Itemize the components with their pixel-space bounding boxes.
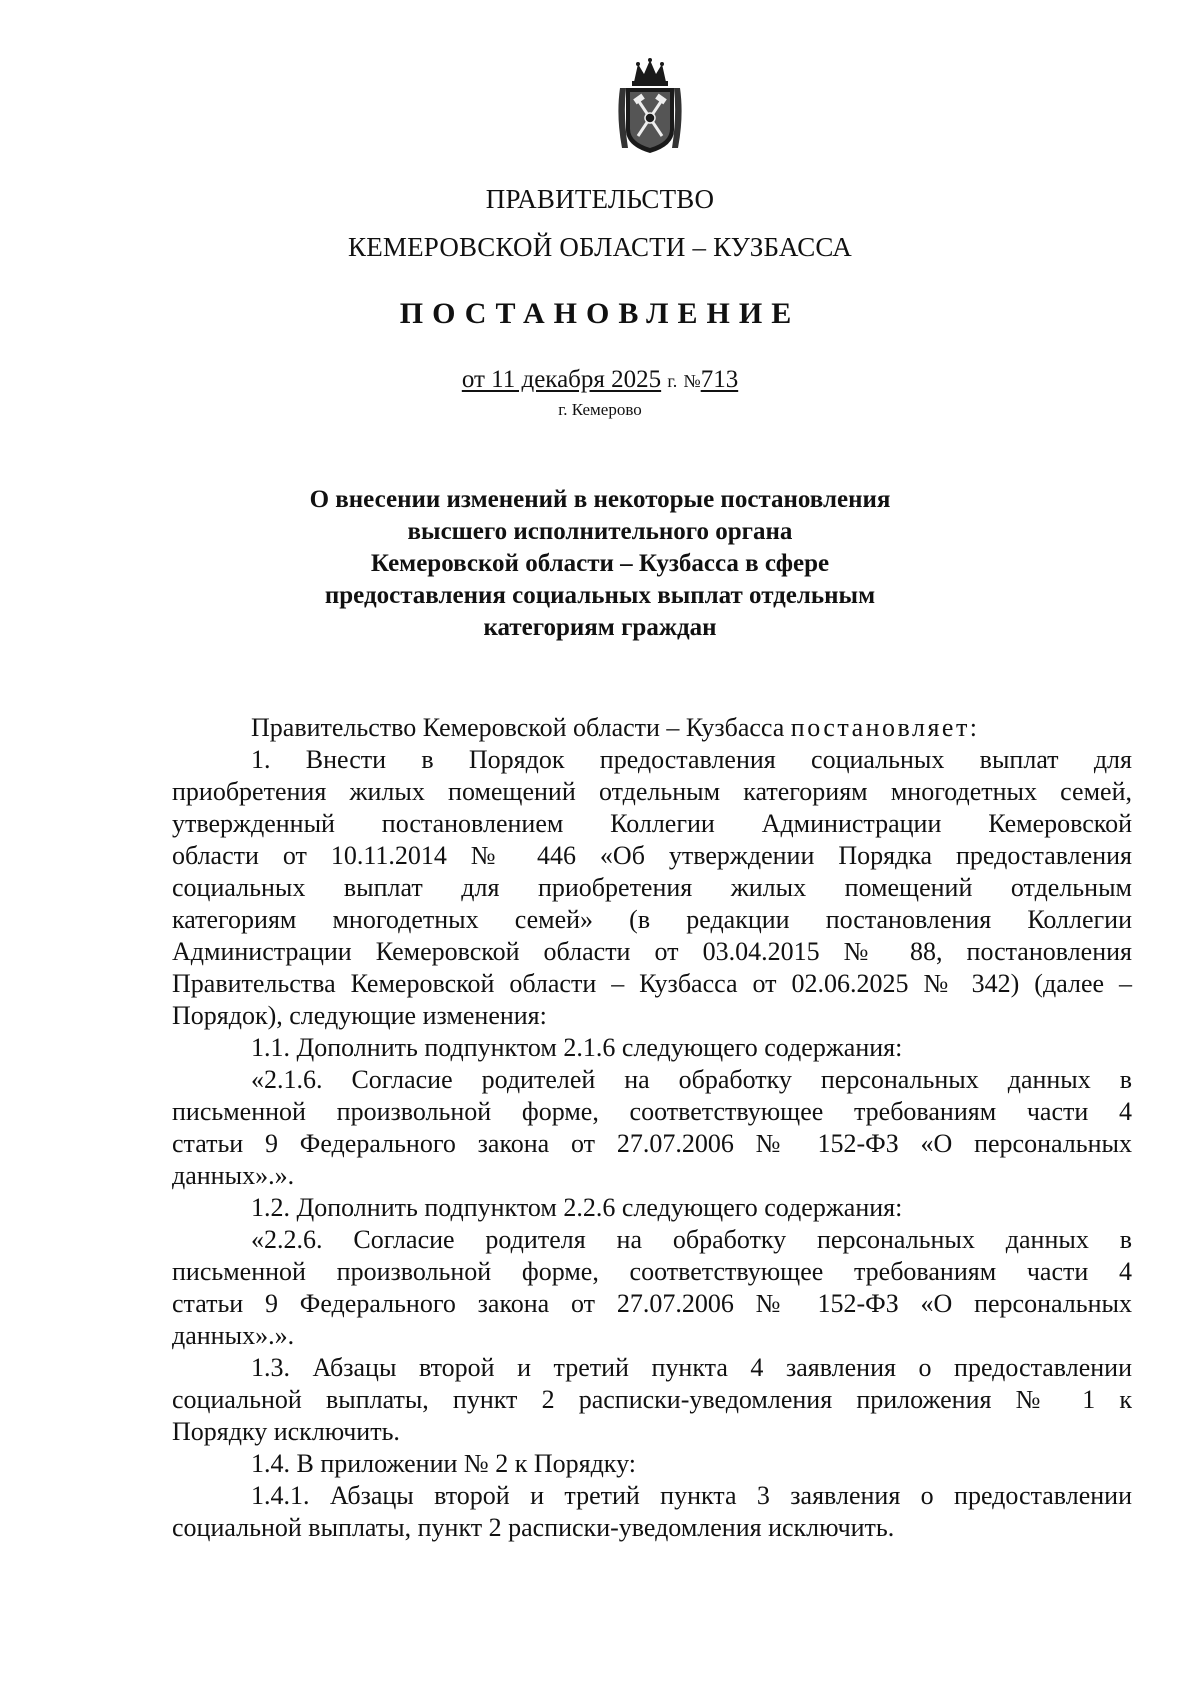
- quote-2-2-6-line: статьи 9 Федерального закона от 27.07.2006 № 152-ФЗ «О персональных: [172, 1289, 1132, 1318]
- number-sign: №: [683, 371, 701, 391]
- paragraph-1-line: приобретения жилых помещений отдельным категориям многодетных семей,: [172, 777, 1132, 806]
- title-line: предоставления социальных выплат отдельным: [324, 582, 876, 609]
- document-title: [300, 484, 900, 644]
- quote-2-2-6-line: письменной произвольной форме, соответствующее требованиям части 4: [172, 1257, 1132, 1286]
- document-type-heading: ПОСТАНОВЛЕНИЕ: [399, 297, 801, 330]
- title-line: высшего исполнительного органа: [407, 518, 793, 545]
- paragraph-1-3-line: социальной выплаты, пункт 2 расписки-уведомления приложения № 1 к: [172, 1385, 1132, 1414]
- paragraph-1-line: категориям многодетных семей» (в редакции постановления Коллегии: [172, 905, 1132, 934]
- document-number: 713: [700, 366, 739, 393]
- quote-2-1-6-line: данных».».: [172, 1161, 295, 1190]
- paragraph-1-4-1-line: 1.4.1. Абзацы второй и третий пункта 3 заявления о предоставлении: [251, 1481, 1132, 1510]
- preamble-verb: постановляет:: [790, 713, 980, 742]
- quote-2-1-6-line: статьи 9 Федерального закона от 27.07.2006 № 152-ФЗ «О персональных: [172, 1129, 1132, 1158]
- paragraph-1-line: утвержденный постановлением Коллегии Администрации Кемеровской: [172, 809, 1132, 838]
- paragraph-1-4: 1.4. В приложении № 2 к Порядку:: [251, 1449, 636, 1478]
- title-line: О внесении изменений в некоторые постановления: [309, 486, 891, 513]
- title-line: Кемеровской области – Кузбасса в сфере: [370, 550, 830, 577]
- paragraph-1-3-line: 1.3. Абзацы второй и третий пункта 4 заявления о предоставлении: [251, 1353, 1132, 1382]
- issuer-line-2: КЕМЕРОВСКОЙ ОБЛАСТИ – КУЗБАССА: [348, 232, 852, 262]
- paragraph-1-2: 1.2. Дополнить подпунктом 2.2.6 следующего содержания:: [251, 1193, 903, 1222]
- document-body: [172, 712, 1132, 1544]
- issue-city: г. Кемерово: [558, 400, 642, 419]
- paragraph-1-line: социальных выплат для приобретения жилых помещений отдельным: [172, 873, 1132, 902]
- issuer-line-1: ПРАВИТЕЛЬСТВО: [485, 184, 715, 214]
- paragraph-1-1: 1.1. Дополнить подпунктом 2.1.6 следующего содержания:: [251, 1033, 903, 1062]
- document-date: от 11 декабря 2025: [461, 366, 662, 393]
- paragraph-1-line: Правительства Кемеровской области – Кузбасса от 02.06.2025 № 342) (далее –: [172, 969, 1132, 998]
- coat-of-arms-emblem-icon: [614, 56, 686, 156]
- paragraph-1-line: Порядок), следующие изменения:: [172, 1001, 547, 1030]
- paragraph-1-line: области от 10.11.2014 № 446 «Об утверждении Порядка предоставления: [172, 841, 1132, 870]
- paragraph-1-4-1-line: социальной выплаты, пункт 2 расписки-уведомления исключить.: [172, 1513, 895, 1542]
- quote-2-1-6-line: письменной произвольной форме, соответствующее требованиям части 4: [172, 1097, 1132, 1126]
- paragraph-1-line: 1. Внести в Порядок предоставления социальных выплат для: [251, 745, 1132, 774]
- quote-2-1-6-line: «2.1.6. Согласие родителей на обработку персональных данных в: [251, 1065, 1132, 1094]
- quote-2-2-6-line: данных».».: [172, 1321, 295, 1350]
- preamble: [172, 712, 1132, 744]
- quote-2-2-6-line: «2.2.6. Согласие родителя на обработку персональных данных в: [251, 1225, 1132, 1254]
- date-number-line: [0, 364, 1200, 397]
- paragraph-1-line: Администрации Кемеровской области от 03.04.2015 № 88, постановления: [172, 937, 1132, 966]
- title-line: категориям граждан: [483, 614, 717, 641]
- preamble-text: Правительство Кемеровской области – Кузбасса: [251, 713, 785, 742]
- year-suffix: г.: [667, 371, 678, 391]
- paragraph-1-3-line: Порядку исключить.: [172, 1417, 400, 1446]
